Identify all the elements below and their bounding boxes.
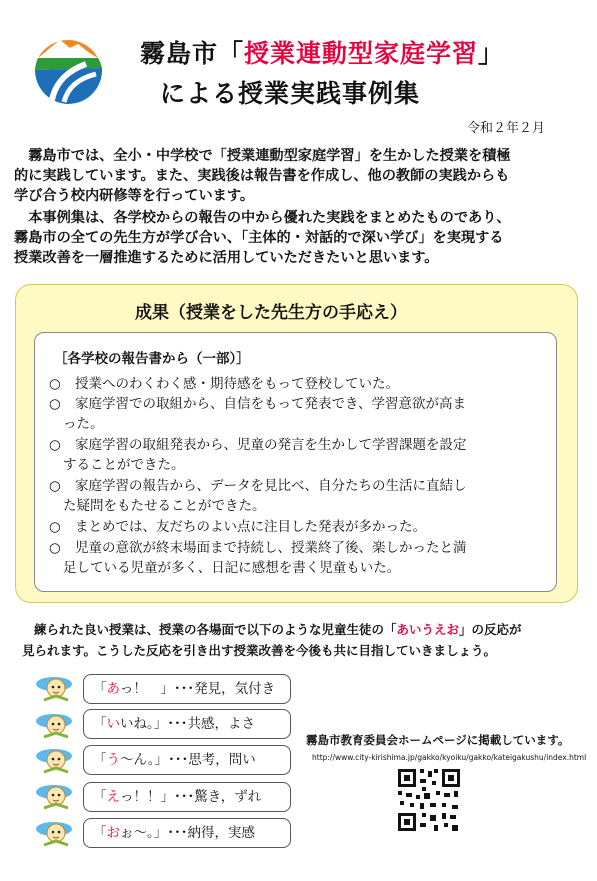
reaction-bubble-a: 「あっ！ 」･･･発見，気付き — [83, 674, 291, 704]
bullet-circle-icon: ○ — [49, 478, 61, 494]
bullet-circle-icon: ○ — [49, 376, 61, 392]
result-item-continued: た疑問をもたせることができた。 — [63, 498, 266, 514]
intro-line: 霧島市の全ての先生方が学び合い、「主体的・対話的で深い学び」を実現する — [14, 230, 504, 246]
intro-line: 霧島市では、全小・中学校で「授業連動型家庭学習」を生かした授業を積極 — [14, 148, 511, 164]
mascot-icon — [34, 815, 78, 849]
bullet-circle-icon: ○ — [49, 540, 61, 556]
intro-line: 学び合う校内研修等を行っています。 — [14, 188, 255, 204]
homepage-note: 霧島市教育委員会ホームページに掲載しています。 — [306, 733, 570, 747]
mascot-icon — [34, 707, 78, 741]
result-item: ○ 家庭学習の取組発表から、児童の発言を生かして学習課題を設定 — [49, 437, 467, 453]
page-title-line2: による授業実践事例集 — [160, 79, 421, 108]
bullet-circle-icon: ○ — [49, 519, 61, 535]
reaction-bubble-u: 「う～ん。」･･･思考，問い — [83, 745, 291, 775]
issue-date: 令和２年２月 — [467, 121, 546, 136]
kirishima-city-logo — [30, 30, 106, 110]
homepage-url[interactable]: http://www.city-kirishima.jp/gakko/kyoiku/gakko/kateigakushu/index.html — [312, 753, 587, 762]
title-highlight: 授業連動型家庭学習 — [244, 39, 479, 68]
aiueo-intro-line: 見られます。こうした反応を引き出す授業改善を今後も共に目指していきましょう。 — [22, 643, 497, 658]
aiueo-intro-line: 練られた良い授業は、授業の各場面で以下のような児童生徒の「あいうえお」の反応が — [34, 622, 522, 637]
result-item-continued: った。 — [63, 416, 104, 432]
intro-line: 本事例集は、各学校からの報告の中から優れた実践をまとめたものであり、 — [14, 210, 511, 226]
title-prefix: 霧島市「 — [140, 39, 245, 68]
reaction-bubble-o: 「おぉ～。」･･･納得，実感 — [83, 818, 291, 848]
result-item-continued: することができた。 — [63, 457, 185, 473]
result-item: ○ 児童の意欲が終末場面まで持続し、授業終了後、楽しかったと満 — [49, 540, 467, 556]
report-subheading: ［各学校の報告書から（一部）］ — [54, 351, 250, 367]
qr-code-icon[interactable] — [396, 767, 462, 833]
result-item: ○ 家庭学習の報告から、データを見比べ、自分たちの生活に直結し — [49, 478, 467, 494]
title-suffix: 」 — [478, 39, 505, 68]
reaction-bubble-i: 「いいね。」･･･共感，よさ — [83, 709, 291, 739]
mascot-icon — [34, 742, 78, 776]
results-title: 成果（授業をした先生方の手応え） — [135, 303, 407, 323]
mascot-icon — [34, 778, 78, 812]
bullet-circle-icon: ○ — [49, 396, 61, 412]
result-item: ○ 授業へのわくわく感・期待感をもって登校していた。 — [49, 376, 399, 392]
result-item: ○ まとめでは、友だちのよい点に注目した発表が多かった。 — [49, 519, 426, 535]
page-title — [140, 34, 504, 70]
bullet-circle-icon: ○ — [49, 437, 61, 453]
intro-line: 授業改善を一層推進するために活用していただきたいと思います。 — [14, 250, 439, 266]
result-item-continued: 足している児童が多く、日記に感想を書く児童もいた。 — [63, 560, 401, 576]
intro-line: 的に実践しています。また、実践後は報告書を作成し、他の教師の実践からも — [14, 168, 510, 184]
result-item: ○ 家庭学習での取組から、自信をもって発表でき、学習意欲が高ま — [49, 396, 466, 412]
mascot-icon — [34, 670, 78, 704]
aiueo-highlight: あいうえお — [396, 622, 460, 637]
reaction-bubble-e: 「えっ！！」･･･驚き，ずれ — [83, 782, 291, 812]
